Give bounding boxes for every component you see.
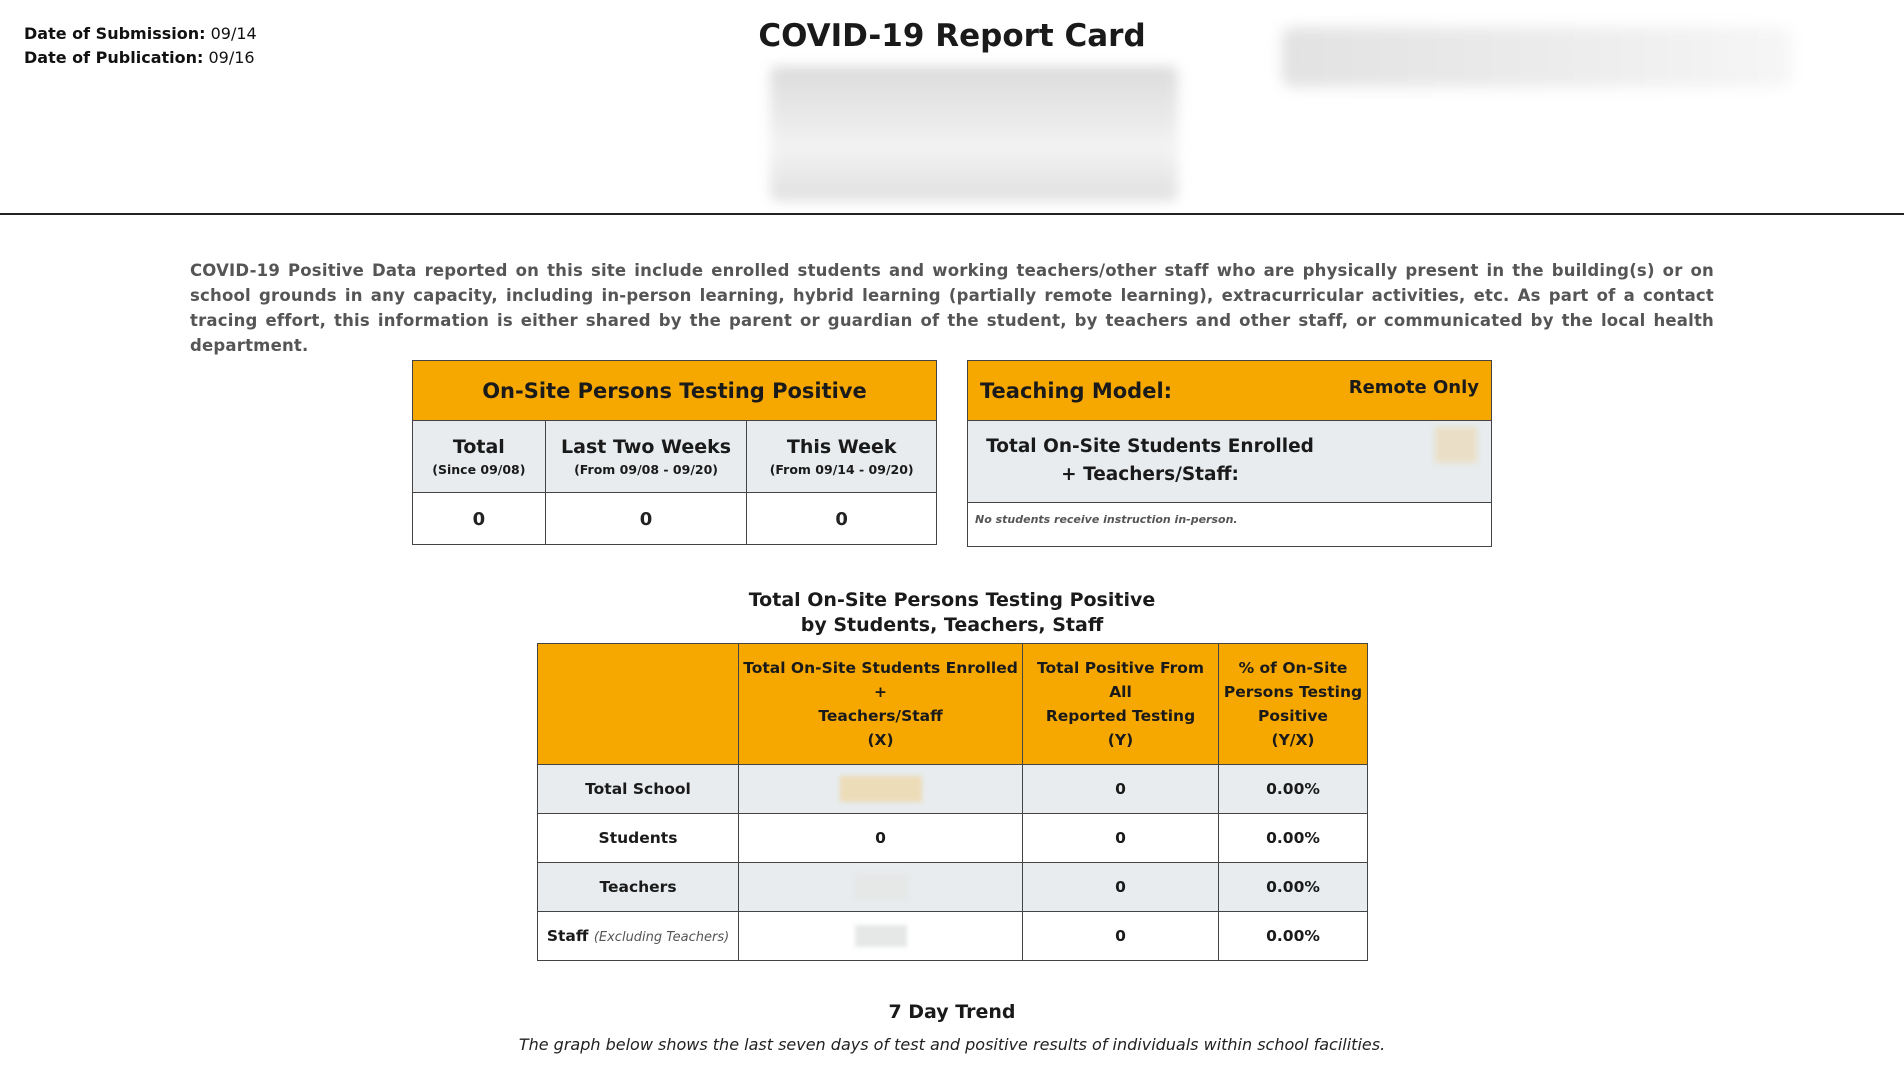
empty-header-cell: [538, 644, 739, 765]
redacted-value: [855, 925, 907, 947]
this-week-value: 0: [835, 508, 848, 530]
positive-cell: 0: [1023, 863, 1219, 912]
percent-cell: 0.00%: [1219, 814, 1368, 863]
positive-column-header: Total Positive From All Reported Testing (Y): [1023, 644, 1219, 765]
percent-cell: 0.00%: [1219, 863, 1368, 912]
table-row: [538, 912, 1368, 961]
percent-cell: 0.00%: [1219, 765, 1368, 814]
enrolled-column-header: Total On-Site Students Enrolled + Teachers/Staff (X): [739, 644, 1023, 765]
enrolled-cell: [739, 863, 1023, 912]
table-row: [538, 765, 1368, 814]
breakdown-header-row: [538, 644, 1368, 765]
percent-column-header: % of On-Site Persons Testing Positive (Y/X): [1219, 644, 1368, 765]
enrolled-cell: [739, 765, 1023, 814]
submission-date: Date of Submission: 09/14: [24, 24, 257, 43]
page-title: COVID-19 Report Card: [758, 18, 1146, 54]
onsite-positive-summary: [412, 360, 937, 545]
teaching-model-value: Remote Only: [1348, 377, 1479, 398]
positive-cell: 0: [1023, 765, 1219, 814]
redacted-school-logo: [770, 66, 1178, 201]
onsite-summary-header-row: [413, 421, 936, 493]
table-row: [538, 863, 1368, 912]
enrolled-count-row: [968, 421, 1491, 503]
table-row: [538, 814, 1368, 863]
redacted-value: [853, 873, 909, 901]
teaching-model-note: No students receive instruction in-person.: [975, 513, 1238, 526]
positive-cell: 0: [1023, 814, 1219, 863]
enrolled-cell: 0: [739, 814, 1023, 863]
total-value: 0: [413, 493, 546, 545]
redacted-school-name: [1282, 27, 1792, 87]
row-label: Students: [538, 814, 739, 863]
enrolled-cell: [739, 912, 1023, 961]
enrolled-count-label: Total On-Site Students Enrolled + Teachers/Staff:: [986, 436, 1314, 485]
last-two-weeks-value: 0: [546, 493, 748, 545]
staff-note: (Excluding Teachers): [593, 930, 730, 945]
publication-date: Date of Publication: 09/16: [24, 48, 255, 67]
positive-cell: 0: [1023, 912, 1219, 961]
trend-subtitle: The graph below shows the last seven days of test and positive results of individuals within school facilities.: [518, 1035, 1386, 1054]
total-column-header: Total (Since 09/08): [413, 421, 546, 492]
report-header: [0, 0, 1904, 215]
intro-paragraph: COVID-19 Positive Data reported on this site include enrolled students and working teachers/other staff who are physically present in the building(s) or on school grounds in any capacity, including in-person learning, hybrid learning (partially remote learning), extracurricular activities, etc. As part of a contact tracing effort, this information is either shared by the parent or guardian of the student, by teachers and other staff, or communicated by the local health department.: [190, 261, 1714, 355]
percent-cell: 0.00%: [1219, 912, 1368, 961]
this-week-column-header: This Week (From 09/14 - 09/20): [769, 436, 914, 477]
onsite-summary-value-row: [413, 493, 936, 545]
teaching-model-header: [968, 361, 1491, 421]
breakdown-title: Total On-Site Persons Testing Positive by Students, Teachers, Staff: [748, 589, 1156, 636]
trend-title: 7 Day Trend: [888, 1001, 1016, 1023]
redacted-value: [840, 776, 922, 802]
redacted-enrolled-count: [1435, 427, 1477, 463]
last-two-weeks-column-header: Last Two Weeks (From 09/08 - 09/20): [546, 421, 748, 492]
breakdown-table: [537, 643, 1368, 961]
onsite-summary-title: On-Site Persons Testing Positive: [413, 361, 936, 421]
row-label: Staff (Excluding Teachers): [538, 912, 739, 961]
teaching-model-box: [967, 360, 1492, 547]
teaching-model-label: Teaching Model:: [980, 378, 1173, 403]
row-label: Total School: [538, 765, 739, 814]
row-label: Teachers: [538, 863, 739, 912]
